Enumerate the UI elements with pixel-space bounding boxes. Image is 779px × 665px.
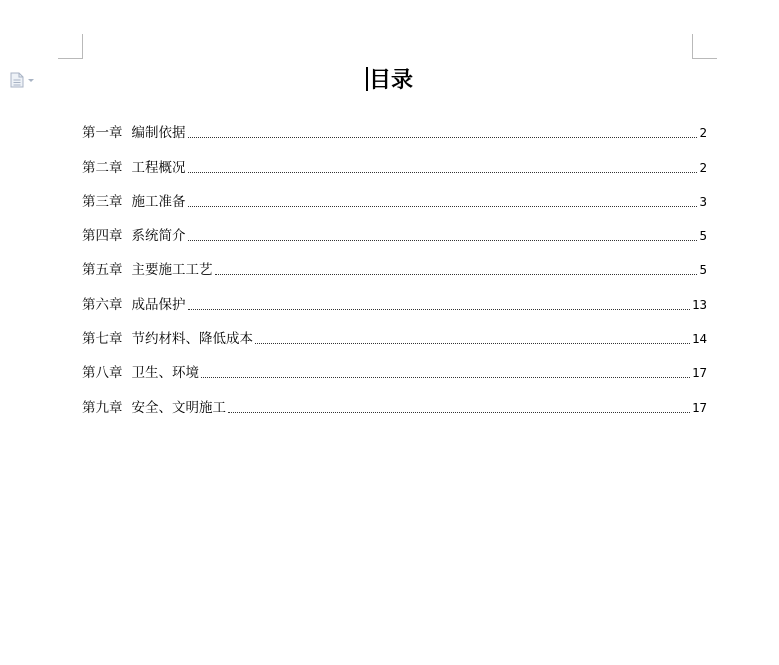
toc-entry[interactable] xyxy=(82,179,707,213)
toc-chapter-number: 第五章 xyxy=(82,262,123,279)
toc-chapter-title: 节约材料、降低成本 xyxy=(131,331,253,348)
toc-leader xyxy=(188,240,698,241)
toc-chapter-number: 第九章 xyxy=(82,399,123,416)
toc-chapter-number: 第三章 xyxy=(82,193,123,210)
page-title-text: 目录 xyxy=(368,67,413,93)
toc-entry[interactable] xyxy=(82,350,707,384)
toc-entry[interactable] xyxy=(82,247,707,281)
toc-chapter-number: 第七章 xyxy=(82,331,123,348)
toc-chapter-number: 第一章 xyxy=(82,125,123,142)
toc-page-number: 5 xyxy=(699,262,707,278)
page-corner-top-left xyxy=(58,34,83,59)
table-of-contents xyxy=(82,110,707,419)
toc-entry[interactable] xyxy=(82,213,707,247)
toc-entry[interactable] xyxy=(82,144,707,178)
toc-leader xyxy=(188,137,698,138)
toc-chapter-title: 编制依据 xyxy=(131,125,186,142)
toc-chapter-number: 第六章 xyxy=(82,296,123,313)
toc-page-number: 2 xyxy=(699,159,707,175)
toc-page-number: 17 xyxy=(691,365,707,381)
toc-page-number: 3 xyxy=(699,193,707,209)
toc-chapter-title: 工程概况 xyxy=(131,159,186,176)
toc-leader xyxy=(188,309,690,310)
toc-chapter-number: 第四章 xyxy=(82,228,123,245)
toc-leader xyxy=(228,412,690,413)
toc-chapter-title: 系统简介 xyxy=(131,228,186,245)
toc-entry[interactable] xyxy=(82,384,707,418)
toc-entry[interactable] xyxy=(82,281,707,315)
toc-leader xyxy=(188,172,698,173)
toc-page-number: 5 xyxy=(699,228,707,244)
toc-entry[interactable] xyxy=(82,110,707,144)
toc-leader xyxy=(255,343,690,344)
toc-page-number: 2 xyxy=(699,125,707,141)
toc-chapter-number: 第八章 xyxy=(82,365,123,382)
toc-leader xyxy=(188,206,698,207)
toc-chapter-title: 主要施工工艺 xyxy=(131,262,213,279)
page-corner-top-right xyxy=(692,34,717,59)
toc-page-number: 14 xyxy=(691,331,707,347)
page-title[interactable] xyxy=(0,64,779,96)
toc-chapter-title: 施工准备 xyxy=(131,193,186,210)
toc-entry[interactable] xyxy=(82,316,707,350)
toc-leader xyxy=(215,274,698,275)
text-cursor xyxy=(366,67,368,91)
toc-chapter-title: 卫生、环境 xyxy=(131,365,199,382)
toc-leader xyxy=(201,377,690,378)
toc-chapter-title: 安全、文明施工 xyxy=(131,399,226,416)
toc-page-number: 13 xyxy=(691,296,707,312)
toc-chapter-title: 成品保护 xyxy=(131,296,186,313)
toc-chapter-number: 第二章 xyxy=(82,159,123,176)
toc-page-number: 17 xyxy=(691,399,707,415)
